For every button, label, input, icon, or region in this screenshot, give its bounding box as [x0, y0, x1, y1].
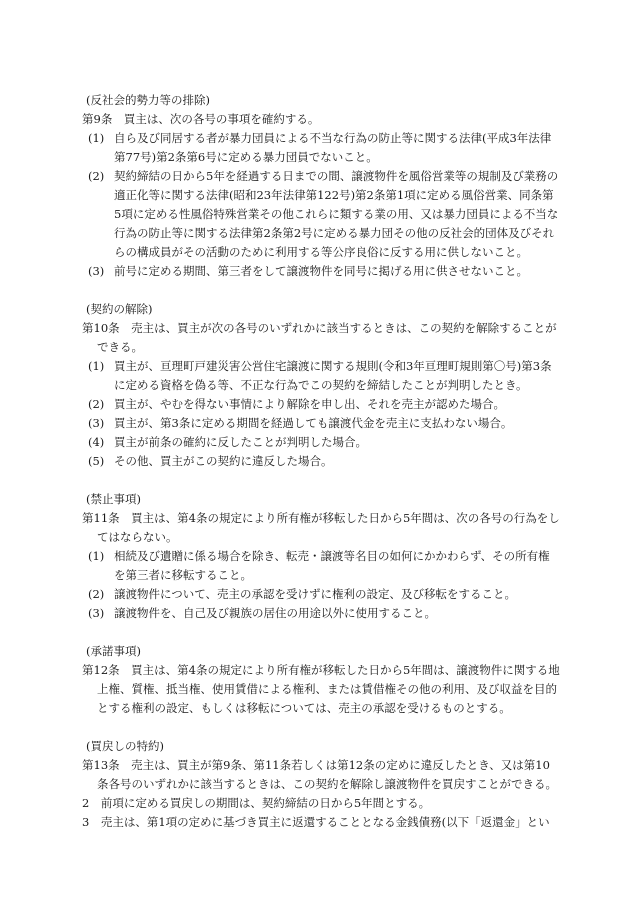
- item-text: 前号に定める期間、第三者をして譲渡物件を同号に掲げる用に供させないこと。: [114, 264, 528, 278]
- section-contract-termination: [82, 300, 560, 471]
- item-text: 契約締結の日から5年を経過する日までの間、譲渡物件を風俗営業等の規制及び業務の適正化等に関する法律(昭和23年法律第122号)第2条第1項に定める風俗営業、同条第5項に定める性風俗特殊営業その他これらに類する業の用、又は暴力団員による不当な行為の防止等に関する法律第2条第2号に定める暴力団その他の反社会的団体及びそれらの構成員がその活動のために利用する等公序良俗に反する用に供しないこと。: [114, 169, 559, 259]
- item-text: 買主が、やむを得ない事情により解除を申し出、それを売主が認めた場合。: [114, 397, 505, 411]
- item-text: 買主が、第3条に定める期間を経過しても譲渡代金を売主に支払わない場合。: [114, 416, 513, 430]
- section-buyback-clause: [82, 737, 560, 832]
- paragraph: 2 前項に定める買戻しの期間は、契約締結の日から5年間とする。: [82, 796, 431, 810]
- item-text: その他、買主がこの契約に違反した場合。: [114, 454, 333, 468]
- article-10: 第10条 売主は、買主が次の各号のいずれかに該当するときは、この契約を解除することができる。: [82, 321, 557, 354]
- section-prohibited-matters: [82, 490, 560, 623]
- list-item: [82, 395, 560, 414]
- item-number: (5): [88, 454, 105, 468]
- item-text: 譲渡物件について、売主の承認を受けずに権利の設定、及び移転をすること。: [114, 587, 517, 601]
- list-item: [82, 585, 560, 604]
- list-item: [82, 433, 560, 452]
- item-text: 買主が、亘理町戸建災害公営住宅譲渡に関する規則(令和3年亘理町規則第〇号)第3条に定める資格を偽る等、不正な行為でこの契約を締結したことが判明したとき。: [114, 359, 552, 392]
- list-item: [82, 414, 560, 433]
- item-number: (4): [88, 435, 105, 449]
- list-item: [82, 452, 560, 471]
- item-text: 譲渡物件を、自己及び親族の居住の用途以外に使用すること。: [114, 606, 436, 620]
- item-number: (1): [88, 549, 105, 563]
- section-heading: (契約の解除): [86, 302, 153, 316]
- article-9: 第9条 買主は、次の各号の事項を確約する。: [82, 112, 320, 126]
- section-approval-matters: [82, 642, 560, 718]
- list-item: [82, 262, 560, 281]
- item-number: (1): [88, 359, 105, 373]
- article-13: 第13条 売主は、買主が第9条、第11条若しくは第12条の定めに違反したとき、又は第10条各号のいずれかに該当するときは、この契約を解除し譲渡物件を買戻すことができる。: [82, 758, 557, 791]
- paragraph: 3 売主は、第1項の定めに基づき買主に返還することとなる金銭債務(以下「返還金」とい: [82, 815, 550, 829]
- section-heading: (禁止事項): [86, 492, 141, 506]
- item-number: (2): [88, 397, 105, 411]
- list-item: [82, 547, 560, 585]
- section-anti-social-forces: [82, 91, 560, 281]
- section-heading: (承諾事項): [86, 644, 141, 658]
- item-number: (3): [88, 264, 105, 278]
- item-text: 相続及び遺贈に係る場合を除き、転売・譲渡等名目の如何にかかわらず、その所有権を第三者に移転すること。: [114, 549, 550, 582]
- list-item: [82, 129, 560, 167]
- item-number: (1): [88, 131, 105, 145]
- item-number: (3): [88, 416, 105, 430]
- item-number: (3): [88, 606, 105, 620]
- list-item: [82, 167, 560, 262]
- article-12: 第12条 買主は、第4条の規定により所有権が移転した日から5年間は、譲渡物件に関する地上権、質権、抵当権、使用賃借による権利、または賃借権その他の利用、及び収益を目的とする権利の設定、もしくは移転については、売主の承認を受けるものとする。: [82, 663, 560, 715]
- section-heading: (買戻しの特約): [86, 739, 164, 753]
- item-text: 買主が前条の確約に反したことが判明した場合。: [114, 435, 367, 449]
- list-item: [82, 604, 560, 623]
- item-number: (2): [88, 169, 105, 183]
- section-heading: (反社会的勢力等の排除): [86, 93, 210, 107]
- article-11: 第11条 買主は、第4条の規定により所有権が移転した日から5年間は、次の各号の行為をしてはならない。: [82, 511, 560, 544]
- item-text: 自ら及び同居する者が暴力団員による不当な行為の防止等に関する法律(平成3年法律第77号)第2条第6号に定める暴力団員でないこと。: [114, 131, 552, 164]
- item-number: (2): [88, 587, 105, 601]
- list-item: [82, 357, 560, 395]
